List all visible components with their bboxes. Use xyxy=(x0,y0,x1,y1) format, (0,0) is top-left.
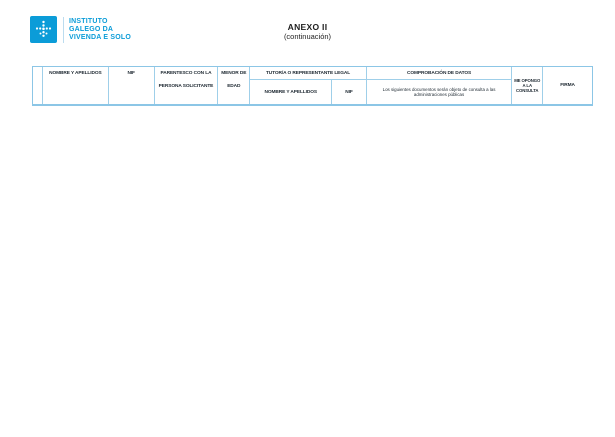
header-tutor-nombre: NOMBRE Y APELLIDOS xyxy=(264,89,317,95)
header-me-opongo: ME OPONGO A LA CONSULTA xyxy=(511,67,542,104)
header-menor-edad: MENOR DE EDAD xyxy=(217,67,249,104)
header-comprobacion-sub: Los siguientes documentos serán objeto de consulta a las administraciones públicas xyxy=(382,86,496,97)
header-nombre: NOMBRE Y APELLIDOS xyxy=(42,67,108,104)
header-firma: FIRMA xyxy=(542,67,592,104)
header-tutor-nif: NIF xyxy=(331,80,366,104)
page-title xyxy=(0,22,615,41)
brand-line: VIVENDA E SOLO xyxy=(69,33,132,41)
table-header xyxy=(33,67,592,105)
header-comprobacion-group xyxy=(366,67,511,104)
brand-line: INSTITUTO xyxy=(69,17,108,25)
form-table xyxy=(32,66,593,106)
header-index-col xyxy=(33,67,42,104)
annex-subtitle: (continuación) xyxy=(283,32,332,41)
header-tutor: TUTOR/A O REPRESENTANTE LEGAL xyxy=(250,67,366,80)
header-parentesco: PARENTESCO CON LA PERSONA SOLICITANTE xyxy=(154,67,218,104)
header-comprobacion: COMPROBACIÓN DE DATOS xyxy=(367,67,511,80)
annex-title: ANEXO II xyxy=(287,22,328,32)
header-nif: NIF xyxy=(108,67,154,104)
brand-line: GALEGO DA xyxy=(69,25,114,33)
header-tutor-group xyxy=(249,67,366,104)
